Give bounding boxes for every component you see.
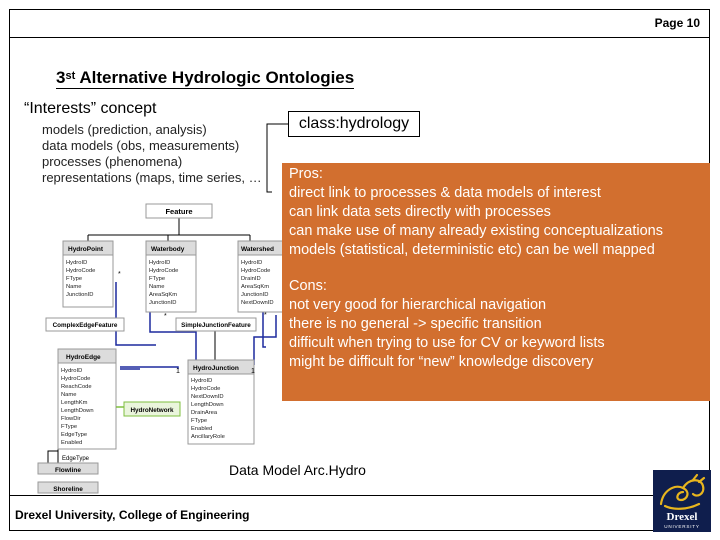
hydrojunction-attr: FType [191,418,208,424]
hydroedge-attr: FlowDir [61,416,81,422]
multiplicity-label: * [264,312,267,319]
title-ordinal: st [65,70,76,82]
cons-heading: Cons: [289,278,327,294]
feature-class: Feature [165,207,193,216]
drexel-logo [653,470,711,532]
interest-item: representations (maps, time series, … [42,170,262,185]
pros-heading: Pros: [289,166,323,182]
waterbody-attr: HydroCode [149,268,179,274]
watershed-title: Watershed [241,246,274,253]
waterbody-title: Waterbody [151,246,185,253]
hydropoint-attr: Name [66,284,82,290]
interests-heading: “Interests” concept [24,100,157,117]
interest-item: processes (phenomena) [42,154,183,169]
hydroedge-attr: HydroCode [61,376,91,382]
watershed-attr: NextDownID [241,300,274,306]
pros-cons-box [282,163,710,401]
arc-hydro-diagram [28,197,284,495]
footer-text: Drexel University, College of Engineering [15,508,250,522]
hydroedge-attr: LengthKm [61,400,88,406]
waterbody-attr: JunctionID [149,300,177,306]
watershed-attr: DrainID [241,276,261,282]
hydropoint-attr: HydroCode [66,268,96,274]
page-number: Page 10 [654,16,700,30]
waterbody-attr: AreaSqKm [149,292,178,298]
cons-item: difficult when trying to use for CV or keyword lists [289,335,605,351]
cons-item: not very good for hierarchical navigation [289,297,547,313]
hydroedge-title: HydroEdge [66,354,101,361]
title-number: 3 [56,68,66,87]
hydropoint-title: HydroPoint [68,246,104,253]
multiplicity-label: * [118,271,121,278]
hydropoint-attr: JunctionID [66,292,94,298]
waterbody-attr: HydroID [149,260,171,266]
hydroedge-attr: HydroID [61,368,83,374]
class-hydrology-box: class:hydrology [288,111,420,137]
flowline-class: Flowline [55,467,81,474]
waterbody-attr: FType [149,276,166,282]
watershed-attr: AreaSqKm [241,284,270,290]
watershed-attr: HydroID [241,260,263,266]
cons-item: there is no general -> specific transition [289,316,542,332]
watershed-attr: JunctionID [241,292,269,298]
hydropoint-attr: FType [66,276,83,282]
hydrojunction-attr: Enabled [191,426,213,432]
watershed-attr: HydroCode [241,268,271,274]
hydrojunction-attr: HydroID [191,378,213,384]
cons-item: might be difficult for “new” knowledge discovery [289,354,594,370]
multiplicity-label: 1 [176,368,180,375]
hydropoint-attr: HydroID [66,260,88,266]
logo-wordmark: Drexel [666,511,698,523]
hydroedge-attr: Enabled [61,440,83,446]
pros-item: models (statistical, deterministic etc) can be well mapped [289,242,655,258]
logo-subtext: UNIVERSITY [664,524,700,529]
hydrojunction-attr: NextDownID [191,394,224,400]
pros-item: can link data sets directly with processes [289,204,551,220]
simple-junction-class: SimpleJunctionFeature [181,322,251,329]
hydroedge-attr: EdgeType [61,432,88,438]
multiplicity-label: 1 [251,368,255,375]
hydroedge-attr: ReachCode [61,384,92,390]
hydrojunction-attr: AncillaryRole [191,434,225,440]
hydroedge-attr: Name [61,392,77,398]
hydronetwork-class: HydroNetwork [130,407,174,414]
hydrojunction-attr: HydroCode [191,386,221,392]
hydrojunction-attr: LengthDown [191,402,224,408]
hydroedge-attr: LengthDown [61,408,94,414]
diagram-caption: Data Model Arc.Hydro [229,462,366,478]
hydroedge-attr: FType [61,424,78,430]
complex-edge-class: ComplexEdgeFeature [52,322,118,329]
edgetype-label: EdgeType [62,456,90,462]
hydrojunction-title: HydroJunction [193,365,239,372]
interest-item: models (prediction, analysis) [42,122,207,137]
title-text: Alternative Hydrologic Ontologies [75,68,355,87]
shoreline-class: Shoreline [53,486,83,493]
multiplicity-label: * [164,313,167,320]
pros-item: can make use of many already existing conceptualizations [289,223,663,239]
waterbody-attr: Name [149,284,165,290]
hydrojunction-attr: DrainArea [191,410,218,416]
interest-item: data models (obs, measurements) [42,138,240,153]
pros-item: direct link to processes & data models of interest [289,185,601,201]
